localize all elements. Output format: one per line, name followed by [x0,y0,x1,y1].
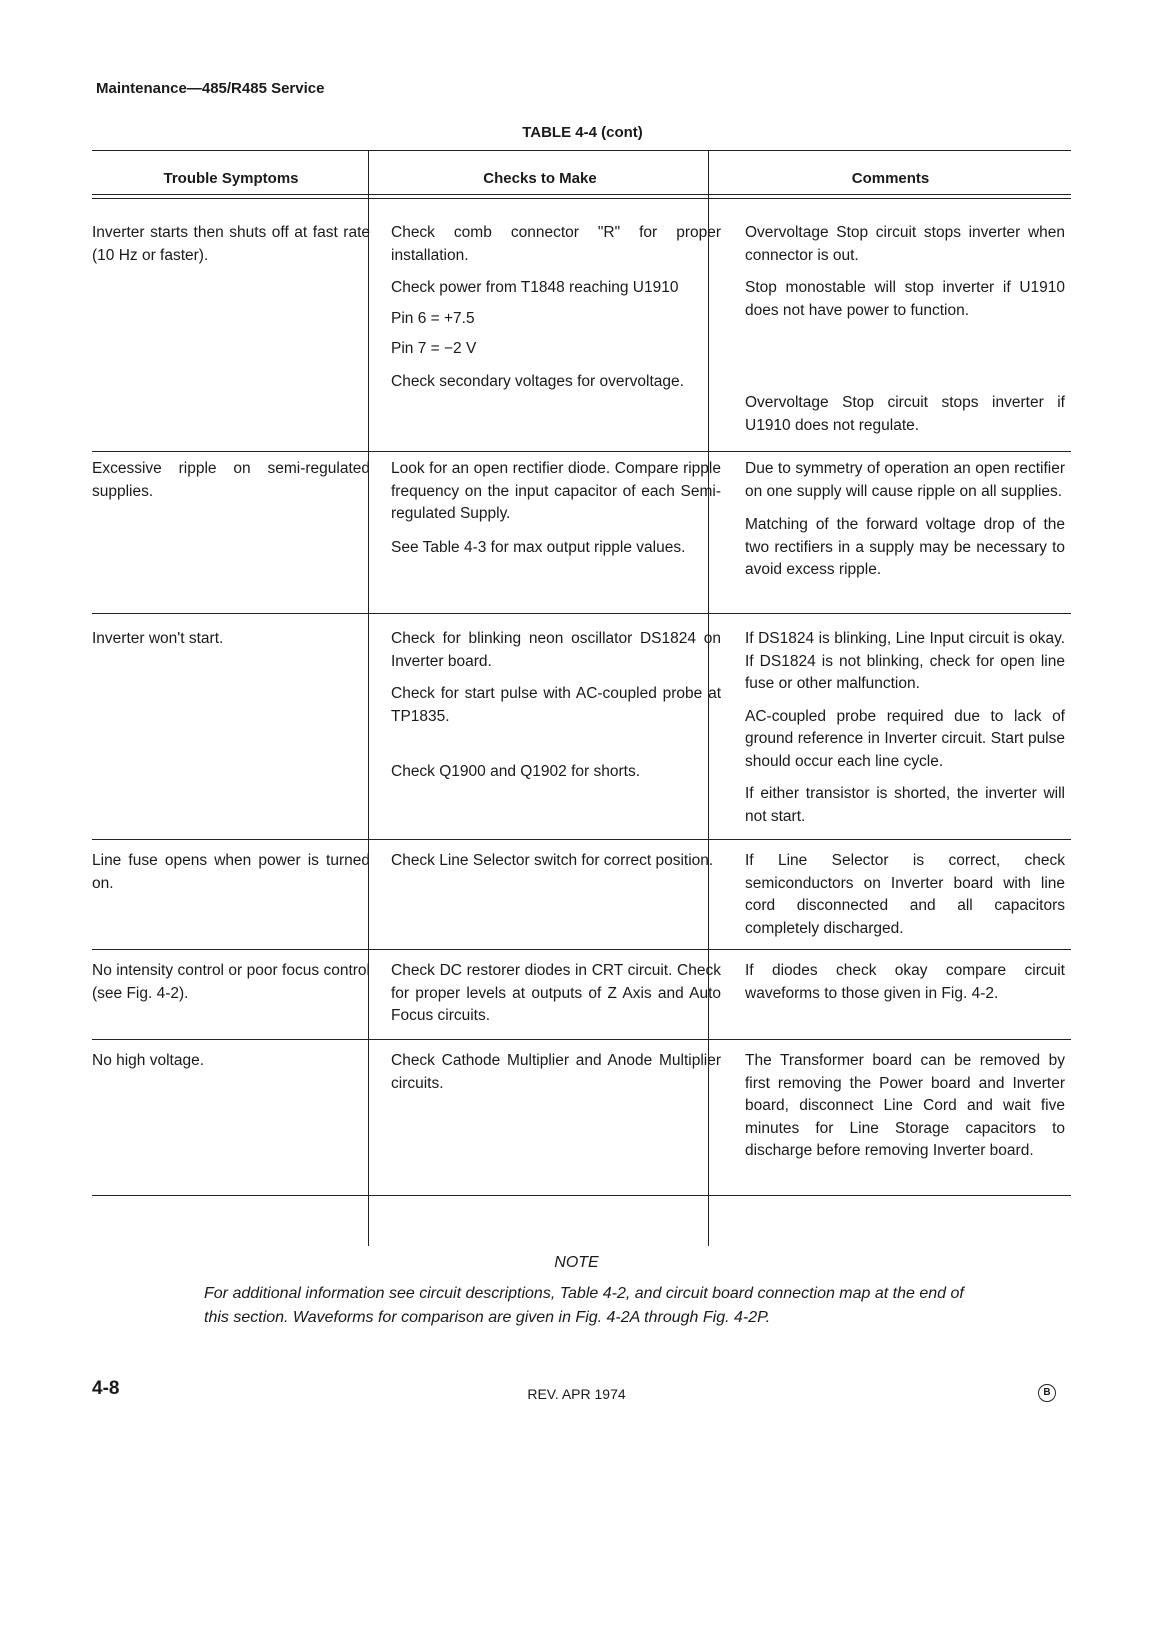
check-text: Check secondary voltages for overvoltage. [391,372,684,390]
symptom-text: No high voltage. [92,1052,205,1069]
table-row [92,840,1071,950]
note-text: For additional information see circuit descriptions, Table 4-2, and circuit board connection map at the end of this section. Waveforms for comparison are given in Fig. 4-2A through Fig. 4-2P. [204,1285,964,1326]
checks-cell [391,850,721,884]
comment-text: Matching of the forward voltage drop of the two rectifiers in a supply may be necessary to avoid excess ripple. [745,516,1065,578]
comment-text: If diodes check okay compare circuit waveforms to those given in Fig. 4-2. [745,962,1065,1002]
table-title: TABLE 4-4 (cont) [522,124,643,141]
comment-text: The Transformer board can be removed by first removing the Power board and Inverter board, disconnect Line Cord and wait five minutes for Line Storage capacitors to discharge before removing Inverter board. [745,1052,1065,1159]
symptom-cell [92,1050,370,1084]
table-row [92,950,1071,1040]
column-header-comments: Comments [851,170,930,187]
check-text: Check power from T1848 reaching U1910 [391,279,679,296]
revision-mark-icon: B [1038,1384,1056,1402]
check-text: Check Line Selector switch for correct position. [391,852,714,869]
table-row [92,452,1071,614]
table-row [92,614,1071,840]
symptom-text: No intensity control or poor focus control (see Fig. 4-2). [92,962,370,1002]
checks-cell [391,960,721,1039]
symptom-cell [92,628,370,662]
comment-text: If either transistor is shorted, the inverter will not start. [745,785,1065,825]
checks-cell [391,222,721,404]
check-text: Check for blinking neon oscillator DS1824 on Inverter board. [391,630,721,670]
symptom-text: Line fuse opens when power is turned on. [92,852,370,892]
header-rule [92,194,1071,195]
symptom-text: Inverter starts then shuts off at fast rate (10 Hz or faster). [92,224,370,264]
checks-cell [391,458,721,570]
revision-date: REV. APR 1974 [527,1386,626,1402]
check-text: Check Q1900 and Q1902 for shorts. [391,763,641,780]
comment-text: Due to symmetry of operation an open rectifier on one supply will cause ripple on all supplies. [745,460,1065,500]
checks-cell [391,1050,721,1106]
comments-cell [745,960,1065,1016]
comments-cell [745,222,1065,448]
comment-text: Overvoltage Stop circuit stops inverter when connector is out. [745,224,1065,264]
symptom-text: Excessive ripple on semi-regulated supplies. [92,460,370,500]
page-number: 4-8 [92,1378,120,1399]
check-text: Pin 7 = −2 V [391,340,477,357]
symptom-text: Inverter won't start. [92,630,224,647]
check-text: See Table 4-3 for max output ripple values. [391,538,686,556]
column-header-symptoms: Trouble Symptoms [163,170,299,187]
check-text: Check comb connector "R" for proper installation. [391,224,721,264]
header-rule [92,198,1071,199]
checks-cell [391,628,721,795]
column-header-checks: Checks to Make [483,170,597,187]
comment-text: Overvoltage Stop circuit stops inverter if U1910 does not regulate. [745,394,1065,434]
comments-cell [745,458,1065,593]
comments-cell [745,628,1065,839]
table-row [92,208,1071,452]
table-header [92,150,1071,198]
comment-text: Stop monostable will stop inverter if U1910 does not have power to function. [745,279,1065,319]
symptom-cell [92,458,370,514]
comments-cell [745,850,1065,951]
comment-text: If DS1824 is blinking, Line Input circuit is okay. If DS1824 is not blinking, check for open line fuse or other malfunction. [745,630,1065,692]
check-text: Pin 6 = +7.5 [391,309,475,327]
symptom-cell [92,850,370,906]
table-row [92,1040,1071,1196]
comments-cell [745,1050,1065,1174]
comment-text: AC-coupled probe required due to lack of ground reference in Inverter circuit. Start pulse should occur each line cycle. [745,707,1065,770]
check-text: Look for an open rectifier diode. Compare ripple frequency on the input capacitor of each Semi-regulated Supply. [391,460,721,522]
table-bottom-rule [92,1195,1071,1196]
check-text: Check Cathode Multiplier and Anode Multiplier circuits. [391,1052,721,1092]
check-text: Check DC restorer diodes in CRT circuit. Check for proper levels at outputs of Z Axis and Auto Focus circuits. [391,962,721,1024]
page-header: Maintenance—485/R485 Service [96,80,325,97]
symptom-cell [92,960,370,1016]
check-text: Check for start pulse with AC-coupled probe at TP1835. [391,685,721,725]
symptom-cell [92,222,370,278]
comment-text: If Line Selector is correct, check semiconductors on Inverter board with line cord disconnected and all capacitors completely discharged. [745,852,1065,937]
note-title: NOTE [554,1254,599,1271]
